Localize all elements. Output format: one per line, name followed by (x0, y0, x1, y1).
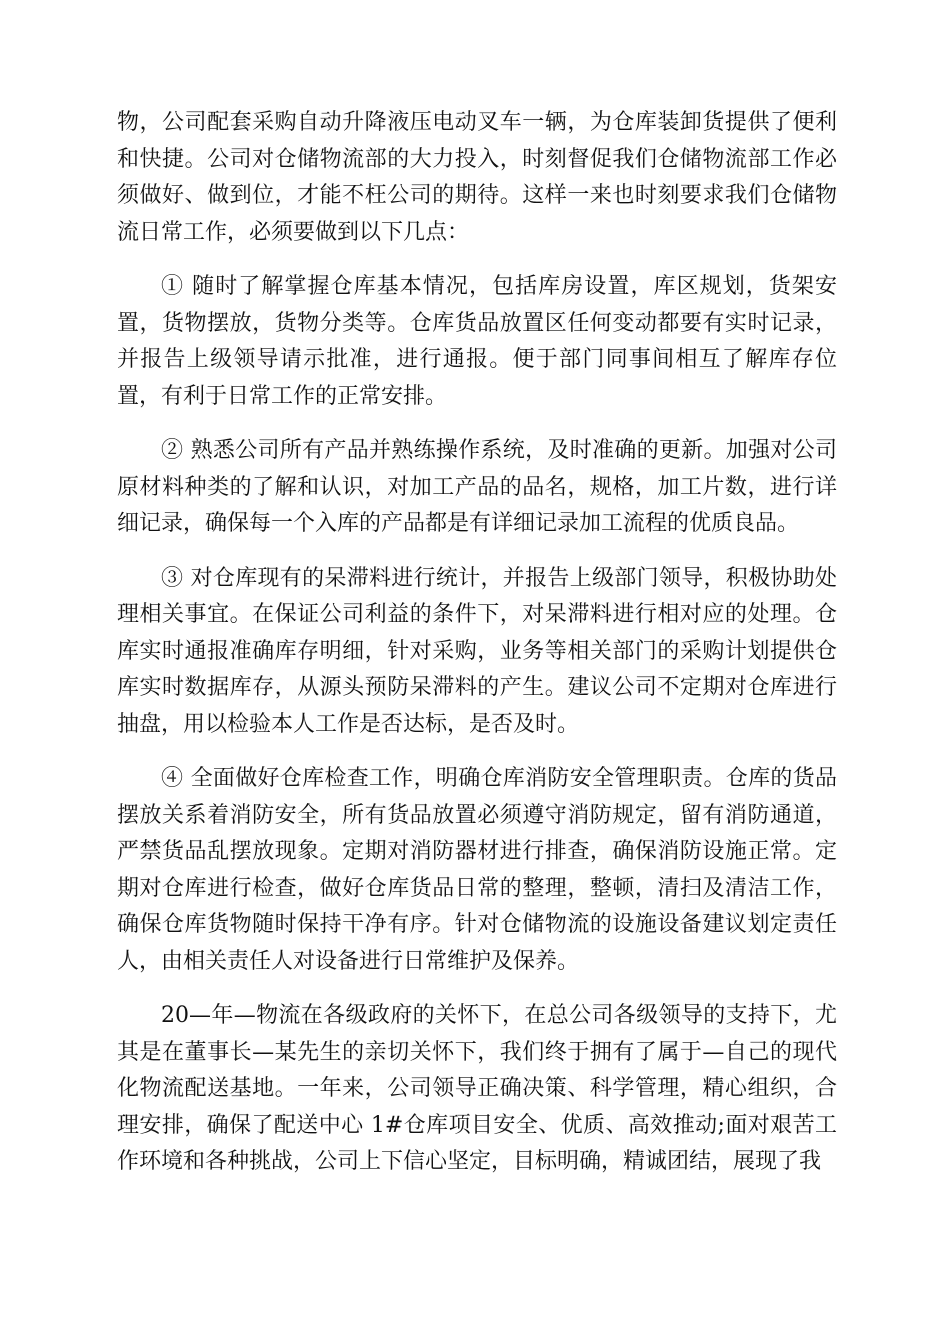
paragraph-point-3: ③ 对仓库现有的呆滞料进行统计，并报告上级部门领导，积极协助处理相关事宜。在保证公司利益的条件下，对呆滞料进行相对应的处理。仓库实时通报准确库存明细，针对采购，业务等相关部门的采购计划提供仓库实时数据库存，从源头预防呆滞料的产生。建议公司不定期对仓库进行抽盘，用以检验本人工作是否达标，是否及时。 (117, 565, 837, 737)
paragraph-point-4: ④ 全面做好仓库检查工作，明确仓库消防安全管理职责。仓库的货品摆放关系着消防安全，所有货品放置必须遵守消防规定，留有消防通道，严禁货品乱摆放现象。定期对消防器材进行排查，确保消防设施正常。定期对仓库进行检查，做好仓库货品日常的整理，整顿，清扫及清洁工作，确保仓库货物随时保持干净有序。针对仓储物流的设施设备建议划定责任人，由相关责任人对设备进行日常维护及保养。 (117, 766, 837, 974)
paragraph-summary: 20—年—物流在各级政府的关怀下，在总公司各级领导的支持下，尤其是在董事长—某先生的亲切关怀下，我们终于拥有了属于—自己的现代化物流配送基地。一年来，公司领导正确决策、科学管理，精心组织，合理安排，确保了配送中心 1#仓库项目安全、优质、高效推动;面对艰苦工作环境和各种挑战，公司上下信心坚定，目标明确，精诚团结，展现了我 (117, 1003, 837, 1174)
paragraph-point-2: ② 熟悉公司所有产品并熟练操作系统，及时准确的更新。加强对公司原材料种类的了解和认识，对加工产品的品名，规格，加工片数，进行详细记录，确保每一个入库的产品都是有详细记录加工流程的优质良品。 (117, 438, 837, 536)
paragraph-continuation: 物，公司配套采购自动升降液压电动叉车一辆，为仓库装卸货提供了便利和快捷。公司对仓储物流部的大力投入，时刻督促我们仓储物流部工作必须做好、做到位，才能不枉公司的期待。这样一来也时刻要求我们仓储物流日常工作，必须要做到以下几点： (117, 110, 837, 245)
document-body (117, 105, 837, 1199)
paragraph-point-1: ① 随时了解掌握仓库基本情况，包括库房设置，库区规划，货架安置，货物摆放，货物分类等。仓库货品放置区任何变动都要有实时记录，并报告上级领导请示批准，进行通报。便于部门同事间相互了解库存位置，有利于日常工作的正常安排。 (117, 274, 837, 409)
